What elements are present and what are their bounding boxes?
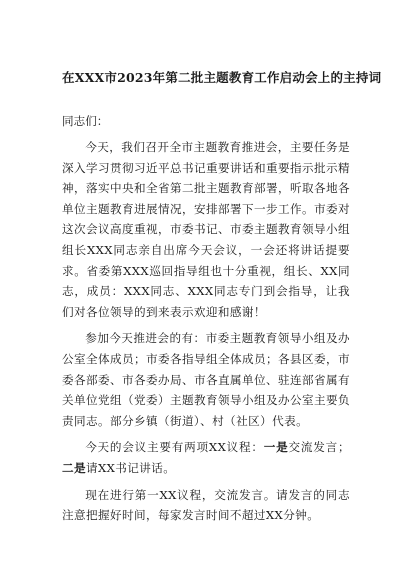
agenda-item-two-marker: 二是 xyxy=(62,460,86,475)
agenda-item-one-text: 交流发言； xyxy=(288,440,350,455)
paragraph-opening: 今天，我们召开全市主题教育推进会，主要任务是深入学习贯彻习近平总书记重要讲话和重要指示批示精神，落实中央和全省第二批主题教育部署，听取各地各单位主题教育进展情况，安排部署下一步工作。市委对这次会议高度重视，市委书记、市委主题教育领导小组组长XXX同志亲自出席今天会议，一会还将讲话提要求。省委第XXX巡回指导组也十分重视，组长、XX同志，成员：XXX同志、XXX同志专门到会指导，让我们对各位领导的到来表示欢迎和感谢！ xyxy=(62,140,350,319)
paragraph-attendees: 参加今天推进会的有：市委主题教育领导小组及办公室全体成员；市委各指导组全体成员；各县区委，市委各部委、市各委办局、市各直属单位、驻连部省属有关单位党组（党委）主题教育领导小组及办公室主要负责同志。部分乡镇（街道）、村（社区）代表。 xyxy=(62,331,350,428)
paragraph-agenda xyxy=(62,437,350,478)
document-title: 在XXX市2023年第二批主题教育工作启动会上的主持词 xyxy=(62,70,382,85)
salutation: 同志们： xyxy=(62,114,109,128)
agenda-item-one-marker: 一是 xyxy=(263,440,289,455)
agenda-item-two-text: 请XX书记讲话。 xyxy=(86,460,176,475)
agenda-intro-text: 今天的会议主要有两项XX议程： xyxy=(85,440,264,455)
paragraph-first-item: 现在进行第一XX议程，交流发言。请发言的同志注意把握好时间，每家发言时间不超过XX分钟。 xyxy=(62,487,350,523)
